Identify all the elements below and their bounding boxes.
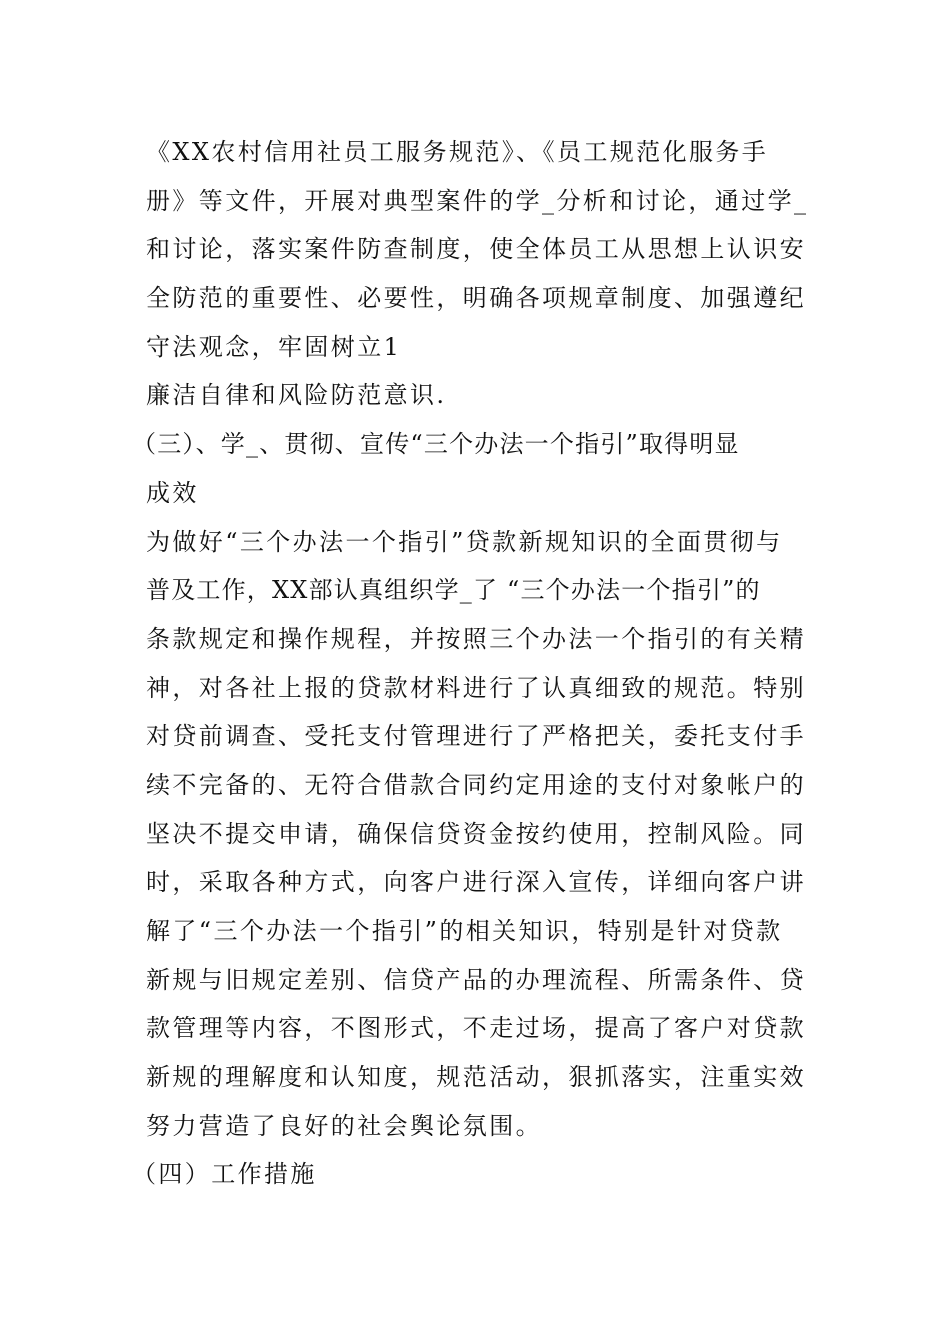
text-line: 新规的理解度和认知度，规范活动，狠抓落实，注重实效 xyxy=(146,1063,806,1092)
text-line: 条款规定和操作规程，并按照三个办法一个指引的有关精 xyxy=(146,624,806,653)
section-heading-4: （四）工作措施 xyxy=(132,1160,317,1189)
text-line: 努力营造了良好的社会舆论氛围。 xyxy=(146,1111,542,1140)
text-line: 为做好“三个办法一个指引”贷款新规知识的全面贯彻与 xyxy=(146,527,783,556)
text-line: 《XX农村信用社员工服务规范》、《员工规范化服务手 xyxy=(146,138,769,166)
text-line: 坚决不提交申请，确保信贷资金按约使用，控制风险。同 xyxy=(146,819,806,848)
text-line: 神，对各社上报的贷款材料进行了认真细致的规范。特别 xyxy=(146,673,806,702)
text-line: 款管理等内容，不图形式，不走过场，提高了客户对贷款 xyxy=(146,1014,806,1043)
text-line: 普及工作，XX部认真组织学_了 “三个办法一个指引”的 xyxy=(146,576,761,605)
text-line: 廉洁自律和风险防范意识. xyxy=(146,381,447,410)
text-line: 册》等文件，开展对典型案件的学_分析和讨论，通过学_ xyxy=(146,186,809,215)
text-line: 续不完备的、无符合借款合同约定用途的支付对象帐户的 xyxy=(146,770,806,799)
text-line: 全防范的重要性、必要性，明确各项规章制度、加强遵纪 xyxy=(146,284,806,313)
text-line: 守法观念，牢固树立1 xyxy=(146,332,402,361)
text-line: 新规与旧规定差别、信贷产品的办理流程、所需条件、贷 xyxy=(146,965,806,994)
text-line: 对贷前调查、受托支付管理进行了严格把关，委托支付手 xyxy=(146,722,806,751)
text-line: 时，采取各种方式，向客户进行深入宣传，详细向客户讲 xyxy=(146,868,806,897)
document-body xyxy=(132,128,816,1199)
section-heading-3: （三）、学_、贯彻、宣传“三个办法一个指引”取得明显 xyxy=(132,430,740,459)
text-line: 和讨论，落实案件防查制度，使全体员工从思想上认识安 xyxy=(146,235,806,264)
text-line: 解了“三个办法一个指引”的相关知识，特别是针对贷款 xyxy=(146,917,783,945)
section-heading-3-cont: 成效 xyxy=(146,478,199,507)
